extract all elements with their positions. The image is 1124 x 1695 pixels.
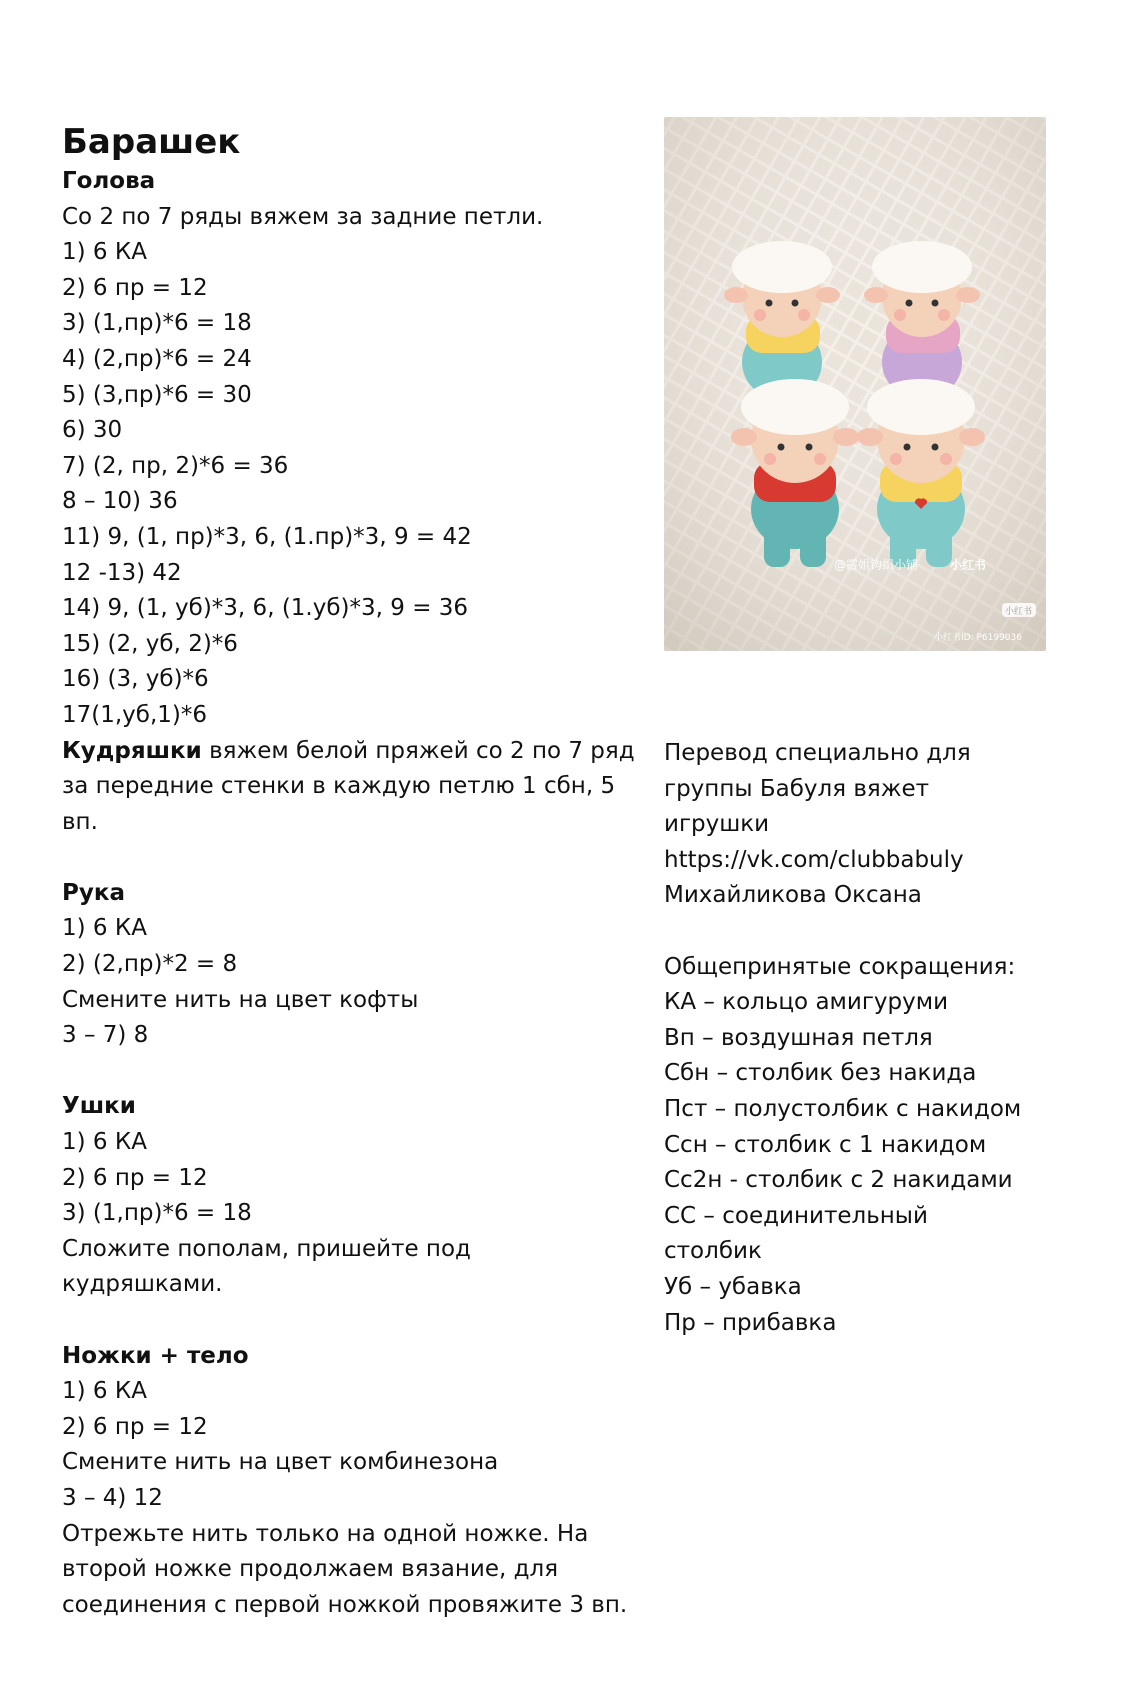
section-heading-ears: Ушки xyxy=(62,1093,136,1120)
pattern-row: 3) (1,пр)*6 = 18 xyxy=(62,310,252,337)
credits-line: игрушки xyxy=(664,811,770,838)
pattern-row: 5) (3,пр)*6 = 30 xyxy=(62,381,252,408)
pattern-row: 16) (3, уб)*6 xyxy=(62,666,209,693)
watermark-id: 小红书ID: P6199036 xyxy=(934,633,1022,643)
abbreviation-item: столбик xyxy=(664,1238,762,1265)
credits-author: Михайликова Оксана xyxy=(664,882,922,909)
credits-link[interactable]: https://vk.com/clubbabuly xyxy=(664,846,964,873)
curls-text: вп. xyxy=(62,808,98,835)
abbreviation-item: Сбн – столбик без накида xyxy=(664,1060,977,1087)
pattern-row: 1) 6 КА xyxy=(62,239,147,266)
pattern-row: 2) 6 пр = 12 xyxy=(62,274,208,301)
curls-paragraph xyxy=(62,734,662,770)
pattern-row: Смените нить на цвет кофты xyxy=(62,986,419,1013)
abbreviation-item: КА – кольцо амигуруми xyxy=(664,989,949,1016)
curls-text: за передние стенки в каждую петлю 1 сбн, 5 xyxy=(62,773,616,800)
pattern-row: 2) 6 пр = 12 xyxy=(62,1164,208,1191)
curls-text: вяжем белой пряжей со 2 по 7 ряд xyxy=(201,737,635,764)
pattern-row: кудряшками. xyxy=(62,1271,223,1298)
spacer xyxy=(664,914,1094,950)
pattern-row: Сложите пополам, пришейте под xyxy=(62,1235,471,1262)
pattern-row: 7) (2, пр, 2)*6 = 36 xyxy=(62,452,289,479)
pattern-row: Смените нить на цвет комбинезона xyxy=(62,1449,499,1476)
pattern-row: 15) (2, уб, 2)*6 xyxy=(62,630,238,657)
spacer xyxy=(62,1303,662,1339)
document-title: Барашек xyxy=(62,122,241,162)
watermark-text: @霞姐钩织小铺 xyxy=(834,558,919,572)
pattern-row: 4) (2,пр)*6 = 24 xyxy=(62,345,252,372)
pattern-row: 11) 9, (1, пр)*3, 6, (1.пр)*3, 9 = 42 xyxy=(62,523,472,550)
pattern-row: 2) (2,пр)*2 = 8 xyxy=(62,951,238,978)
abbreviation-item: Сс2н - столбик с 2 накидами xyxy=(664,1167,1013,1194)
pattern-row: 3 – 7) 8 xyxy=(62,1022,149,1049)
section-heading-curls: Кудряшки xyxy=(62,737,202,764)
abbreviation-item: Ссн – столбик с 1 накидом xyxy=(664,1131,987,1158)
pattern-row: 8 – 10) 36 xyxy=(62,488,178,515)
abbreviations-heading: Общепринятые сокращения: xyxy=(664,953,1016,980)
pattern-row: соединения с первой ножкой провяжите 3 вп. xyxy=(62,1591,628,1618)
pattern-row: 3 – 4) 12 xyxy=(62,1484,163,1511)
pattern-row: 1) 6 КА xyxy=(62,1129,147,1156)
abbreviation-item: Пст – полустолбик с накидом xyxy=(664,1095,1022,1122)
abbreviation-item: Пр – прибавка xyxy=(664,1309,837,1336)
amigurumi-photo xyxy=(664,117,1046,651)
section-heading-arm: Рука xyxy=(62,879,125,906)
pattern-row: 1) 6 КА xyxy=(62,915,147,942)
pattern-row: второй ножке продолжаем вязание, для xyxy=(62,1556,559,1583)
watermark-brand: 小红书 xyxy=(950,558,987,572)
pattern-column xyxy=(62,120,662,1623)
abbreviation-item: Уб – убавка xyxy=(664,1273,802,1300)
spacer xyxy=(62,1054,662,1090)
pattern-row: 12 -13) 42 xyxy=(62,559,182,586)
pattern-row: 3) (1,пр)*6 = 18 xyxy=(62,1200,252,1227)
abbreviation-item: СС – соединительный xyxy=(664,1202,928,1229)
abbreviation-item: Вп – воздушная петля xyxy=(664,1024,933,1051)
pattern-row: 1) 6 КА xyxy=(62,1378,147,1405)
watermark-badge: 小红书 xyxy=(1005,607,1033,617)
section-heading-head: Голова xyxy=(62,168,156,194)
spacer xyxy=(62,840,662,876)
pattern-row: Отрежьте нить только на одной ножке. На xyxy=(62,1520,589,1547)
pattern-row: 2) 6 пр = 12 xyxy=(62,1413,208,1440)
section-note: Со 2 по 7 ряды вяжем за задние петли. xyxy=(62,203,544,230)
pattern-row: 6) 30 xyxy=(62,417,123,444)
info-column xyxy=(664,736,1094,1341)
credits-line: группы Бабуля вяжет xyxy=(664,775,930,802)
credits-line: Перевод специально для xyxy=(664,740,971,766)
pattern-row: 17(1,уб,1)*6 xyxy=(62,701,208,728)
pattern-row: 14) 9, (1, уб)*3, 6, (1.уб)*3, 9 = 36 xyxy=(62,595,469,622)
section-heading-legs: Ножки + тело xyxy=(62,1342,249,1369)
